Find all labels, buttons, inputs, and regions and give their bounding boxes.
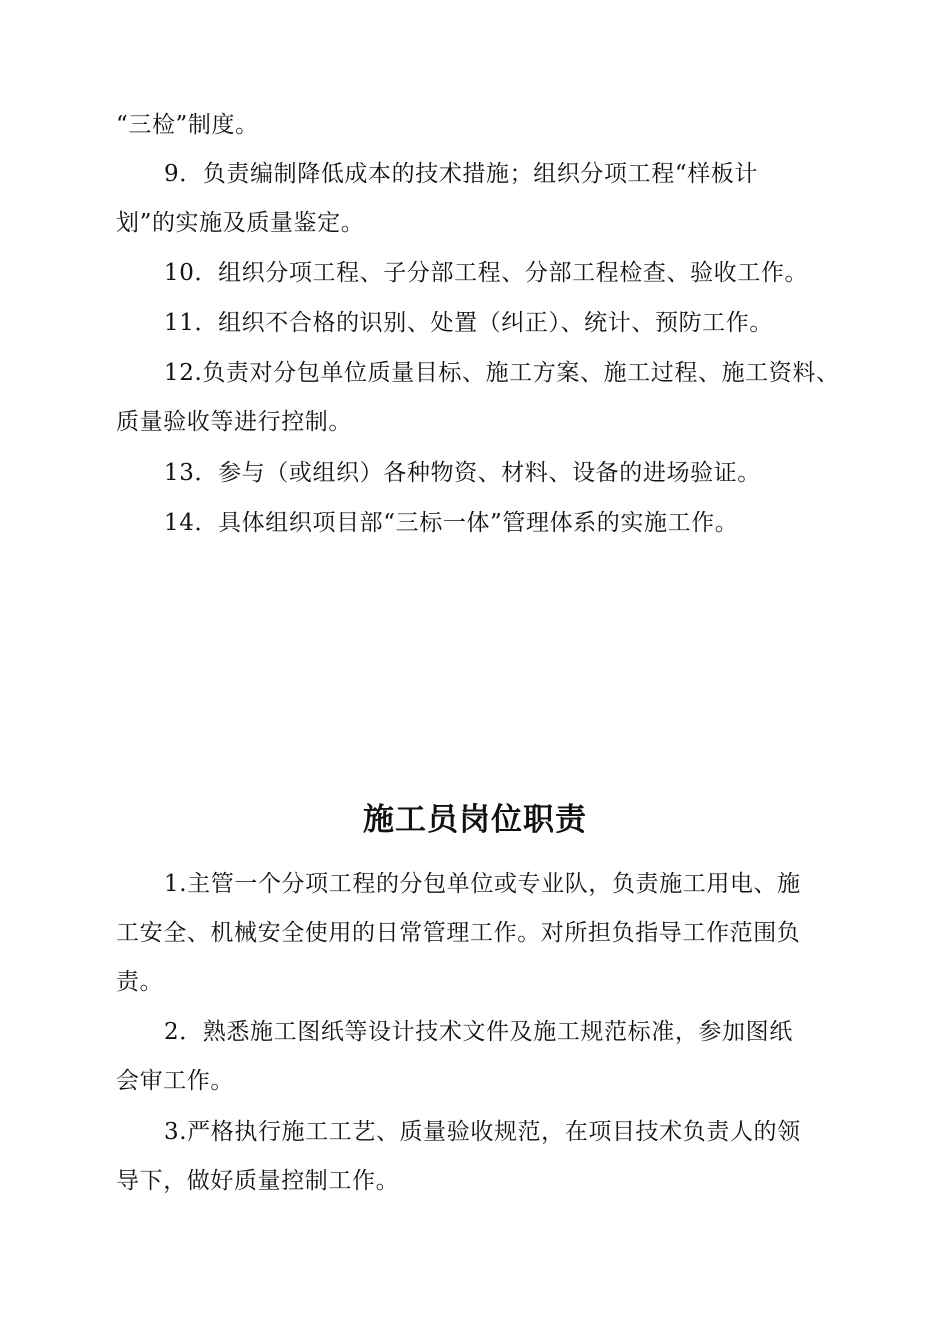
item-11: 11．组织不合格的识别、处置（纠正）、统计、预防工作。	[164, 310, 773, 336]
item-9-line-2: 划”的实施及质量鉴定。	[116, 210, 365, 236]
duty-1-line-3: 责。	[116, 969, 164, 995]
text-line: “三检”制度。	[116, 112, 259, 138]
section-title: 施工员岗位职责	[363, 802, 587, 838]
item-12-line-1: 12.负责对分包单位质量目标、施工方案、施工过程、施工资料、	[164, 360, 840, 386]
duty-1-line-2: 工安全、机械安全使用的日常管理工作。对所担负指导工作范围负	[116, 920, 801, 946]
duty-1-line-1: 1.主管一个分项工程的分包单位或专业队，负责施工用电、施	[164, 871, 801, 897]
duty-2-line-2: 会审工作。	[116, 1068, 234, 1094]
item-14: 14．具体组织项目部“三标一体”管理体系的实施工作。	[164, 510, 739, 536]
duty-3-line-1: 3.严格执行施工工艺、质量验收规范，在项目技术负责人的领	[164, 1119, 801, 1145]
duty-3-line-2: 导下，做好质量控制工作。	[116, 1168, 400, 1194]
item-12-line-2: 质量验收等进行控制。	[116, 409, 352, 435]
item-9-line-1: 9．负责编制降低成本的技术措施；组织分项工程“样板计	[164, 161, 758, 187]
item-13: 13．参与（或组织）各种物资、材料、设备的进场验证。	[164, 460, 761, 486]
item-10: 10．组织分项工程、子分部工程、分部工程检查、验收工作。	[164, 260, 809, 286]
duty-2-line-1: 2．熟悉施工图纸等设计技术文件及施工规范标准，参加图纸	[164, 1019, 793, 1045]
